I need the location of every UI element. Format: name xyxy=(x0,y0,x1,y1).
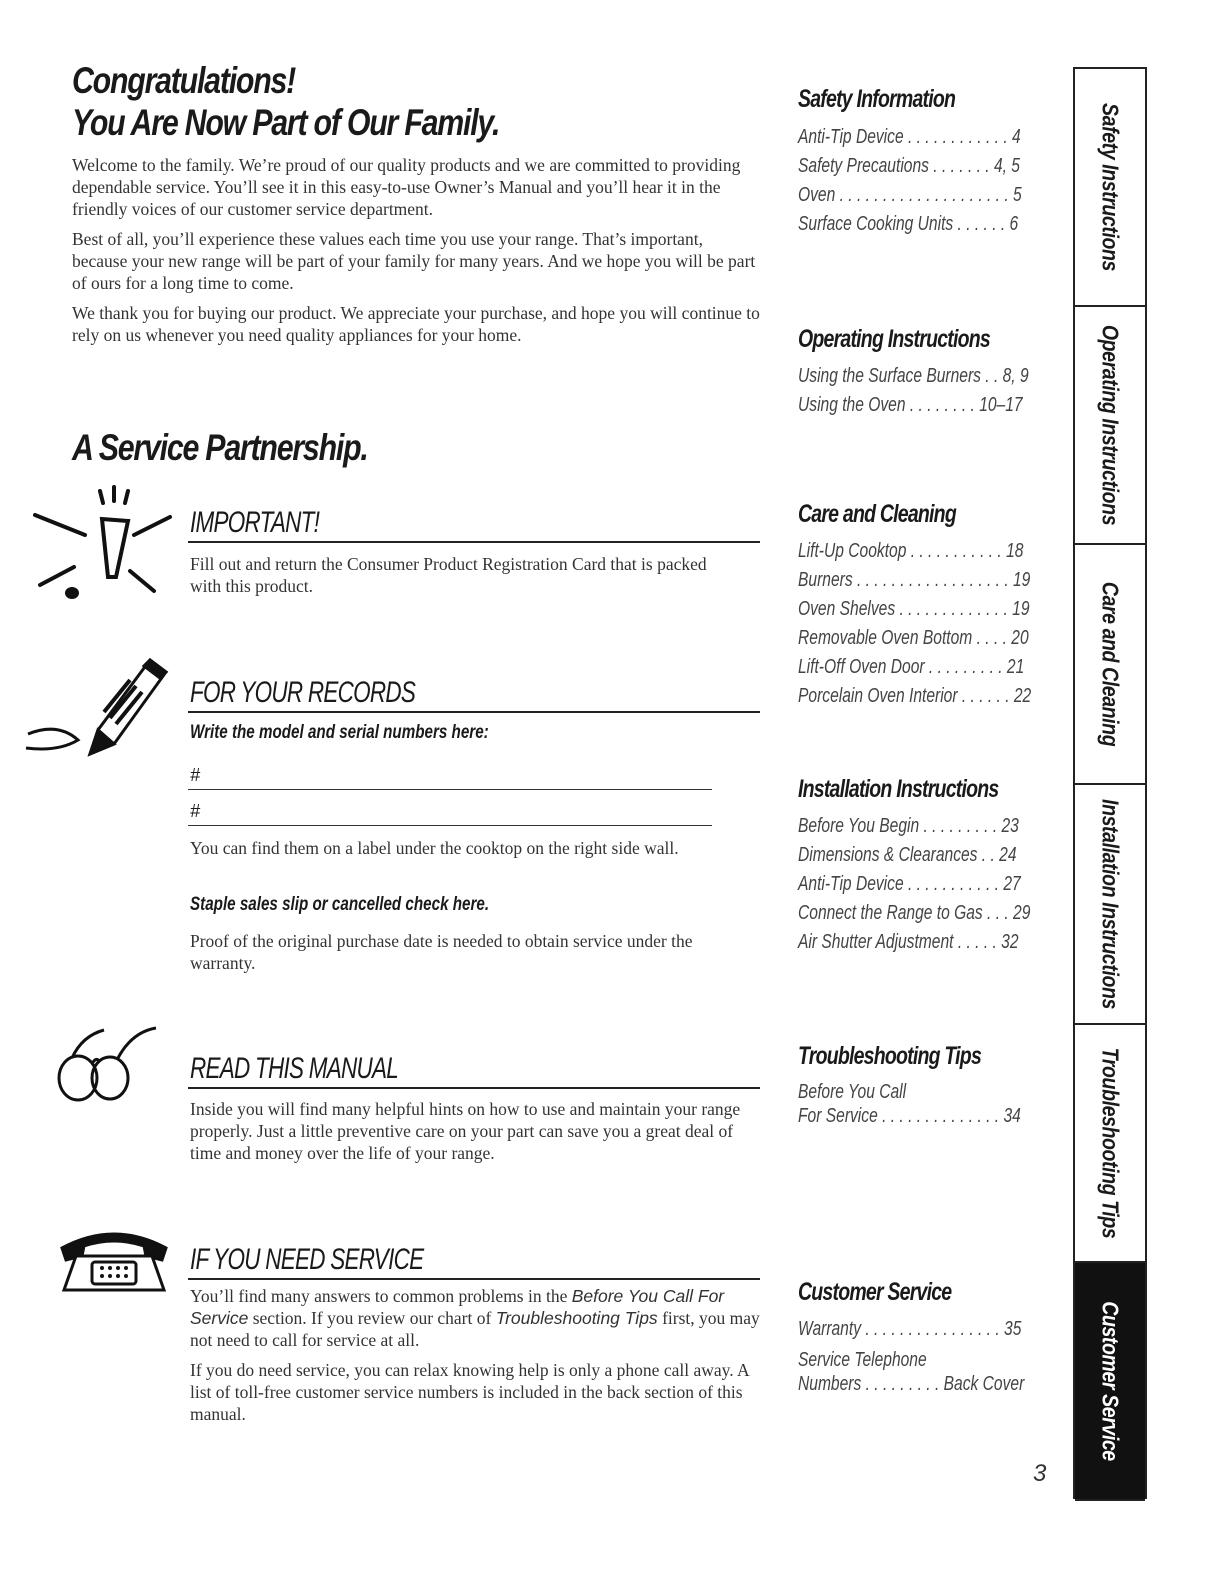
intro-paragraph: Best of all, you’ll experience these values each time you use your range. That’s important, because your new range will be part of your family for many years. And we hope you will be part of ours for a long time to come. xyxy=(72,229,756,293)
toc-item[interactable]: Oven . . . . . . . . . . . . . . . . . . . . 5 xyxy=(798,184,1022,206)
title-line-2: You Are Now Part of Our Family. xyxy=(72,102,500,143)
toc-heading-troubleshooting: Troubleshooting Tips xyxy=(798,1042,982,1070)
divider xyxy=(188,711,760,713)
records-title: FOR YOUR RECORDS xyxy=(190,676,416,709)
glasses-icon xyxy=(52,1026,192,1106)
toc-item[interactable]: Air Shutter Adjustment . . . . . 32 xyxy=(798,931,1019,953)
toc-item[interactable]: Anti-Tip Device . . . . . . . . . . . 27 xyxy=(798,873,1021,895)
tab-customer-service[interactable]: Customer Service xyxy=(1075,1263,1145,1501)
model-number-label: # xyxy=(190,765,201,785)
intro-paragraph: Welcome to the family. We’re proud of our quality products and we are committed to providing dependable service. You’ll see it in this easy-to-use Owner’s Manual and you’ll hear it in the friendly voices of our customer service department. xyxy=(72,155,741,219)
toc-item[interactable]: Lift-Up Cooktop . . . . . . . . . . . 18 xyxy=(798,540,1024,562)
toc-item[interactable]: Before You Call For Service . . . . . . . . . . . . . . 34 xyxy=(798,1081,1021,1127)
toc-item[interactable]: Burners . . . . . . . . . . . . . . . . . . 19 xyxy=(798,569,1031,591)
exclamation-dot xyxy=(65,587,79,599)
toc-heading-safety: Safety Information xyxy=(798,85,956,113)
toc-item[interactable]: Porcelain Oven Interior . . . . . . 22 xyxy=(798,685,1032,707)
troubleshooting-reference: Troubleshooting Tips xyxy=(495,1308,658,1328)
tab-troubleshooting-tips[interactable]: Troubleshooting Tips xyxy=(1075,1025,1145,1263)
staple-label: Staple sales slip or cancelled check here. xyxy=(190,894,490,915)
toc-item[interactable]: Connect the Range to Gas . . . 29 xyxy=(798,902,1031,924)
tab-installation-instructions[interactable]: Installation Instructions xyxy=(1075,785,1145,1025)
label-location-text: You can find them on a label under the cooktop on the right side wall. xyxy=(190,838,679,858)
toc-item[interactable]: Safety Precautions . . . . . . . 4, 5 xyxy=(798,155,1020,177)
intro-paragraph: We thank you for buying our product. We appreciate your purchase, and hope you will continue to rely on us whenever you need quality appliances for your home. xyxy=(72,303,760,345)
toc-item[interactable]: Anti-Tip Device . . . . . . . . . . . . 4 xyxy=(798,126,1021,148)
proof-text: Proof of the original purchase date is needed to obtain service under the warranty. xyxy=(190,931,693,973)
title-line-1: Congratulations! xyxy=(72,60,296,101)
serial-number-label: # xyxy=(190,801,201,821)
page-number: 3 xyxy=(1033,1460,1047,1487)
manual-title: READ THIS MANUAL xyxy=(190,1052,399,1085)
telephone-icon xyxy=(52,1226,182,1296)
toc-item[interactable]: Using the Surface Burners . . 8, 9 xyxy=(798,365,1029,387)
toc-item[interactable]: Dimensions & Clearances . . 24 xyxy=(798,844,1017,866)
partnership-title: A Service Partnership. xyxy=(72,427,368,468)
toc-heading-operating: Operating Instructions xyxy=(798,325,990,353)
page-title xyxy=(72,60,499,144)
pencil-icon xyxy=(18,652,188,762)
exclamation-icon xyxy=(30,485,180,605)
toc-heading-care: Care and Cleaning xyxy=(798,500,956,528)
toc-heading-installation: Installation Instructions xyxy=(798,775,999,803)
toc-item[interactable]: Warranty . . . . . . . . . . . . . . . . 35 xyxy=(798,1318,1022,1340)
service-title: IF YOU NEED SERVICE xyxy=(190,1243,424,1276)
divider xyxy=(188,1278,760,1280)
section-tabs xyxy=(1073,67,1147,1499)
serial-number-line[interactable] xyxy=(188,825,712,826)
toc-item[interactable]: Before You Begin . . . . . . . . . 23 xyxy=(798,815,1019,837)
records-subtitle: Write the model and serial numbers here: xyxy=(190,722,489,743)
tab-care-and-cleaning[interactable]: Care and Cleaning xyxy=(1075,545,1145,785)
toc-heading-customer: Customer Service xyxy=(798,1278,952,1306)
divider xyxy=(188,541,760,543)
divider xyxy=(188,1087,760,1089)
before-you-call-reference: Before You Call For Service xyxy=(190,1286,725,1328)
important-text: Fill out and return the Consumer Product Registration Card that is packed with this product. xyxy=(190,554,707,596)
intro-text xyxy=(72,154,762,354)
toc-item[interactable]: Oven Shelves . . . . . . . . . . . . . 19 xyxy=(798,598,1030,620)
model-number-line[interactable] xyxy=(188,789,712,790)
tab-operating-instructions[interactable]: Operating Instructions xyxy=(1075,307,1145,545)
toc-item[interactable]: Lift-Off Oven Door . . . . . . . . . 21 xyxy=(798,656,1025,678)
toc-item[interactable]: Surface Cooking Units . . . . . . 6 xyxy=(798,213,1019,235)
service-paragraph: If you do need service, you can relax knowing help is only a phone call away. A list of toll-free customer service numbers is included in the back section of this manual. xyxy=(190,1360,749,1424)
tab-safety-instructions[interactable]: Safety Instructions xyxy=(1075,69,1145,307)
toc-item[interactable]: Service Telephone Numbers . . . . . . . . . Back Cover xyxy=(798,1349,1025,1395)
important-title: IMPORTANT! xyxy=(190,506,320,539)
toc-item[interactable]: Using the Oven . . . . . . . . 10–17 xyxy=(798,394,1023,416)
manual-text: Inside you will find many helpful hints on how to use and maintain your range properly. Just a little preventive care on your part can save you a great deal of time and money over the life of your range. xyxy=(190,1099,741,1163)
service-text: You’ll find many answers to common problems in the Before You Call For Service section. If you review our chart of Troubleshooting Tips first, you may not need to call for service at all. If you do need service, you can relax knowing help is only a phone call away. A list of toll-free customer service numbers is included in the back section of this manual. xyxy=(190,1285,762,1433)
toc-item[interactable]: Removable Oven Bottom . . . . 20 xyxy=(798,627,1029,649)
